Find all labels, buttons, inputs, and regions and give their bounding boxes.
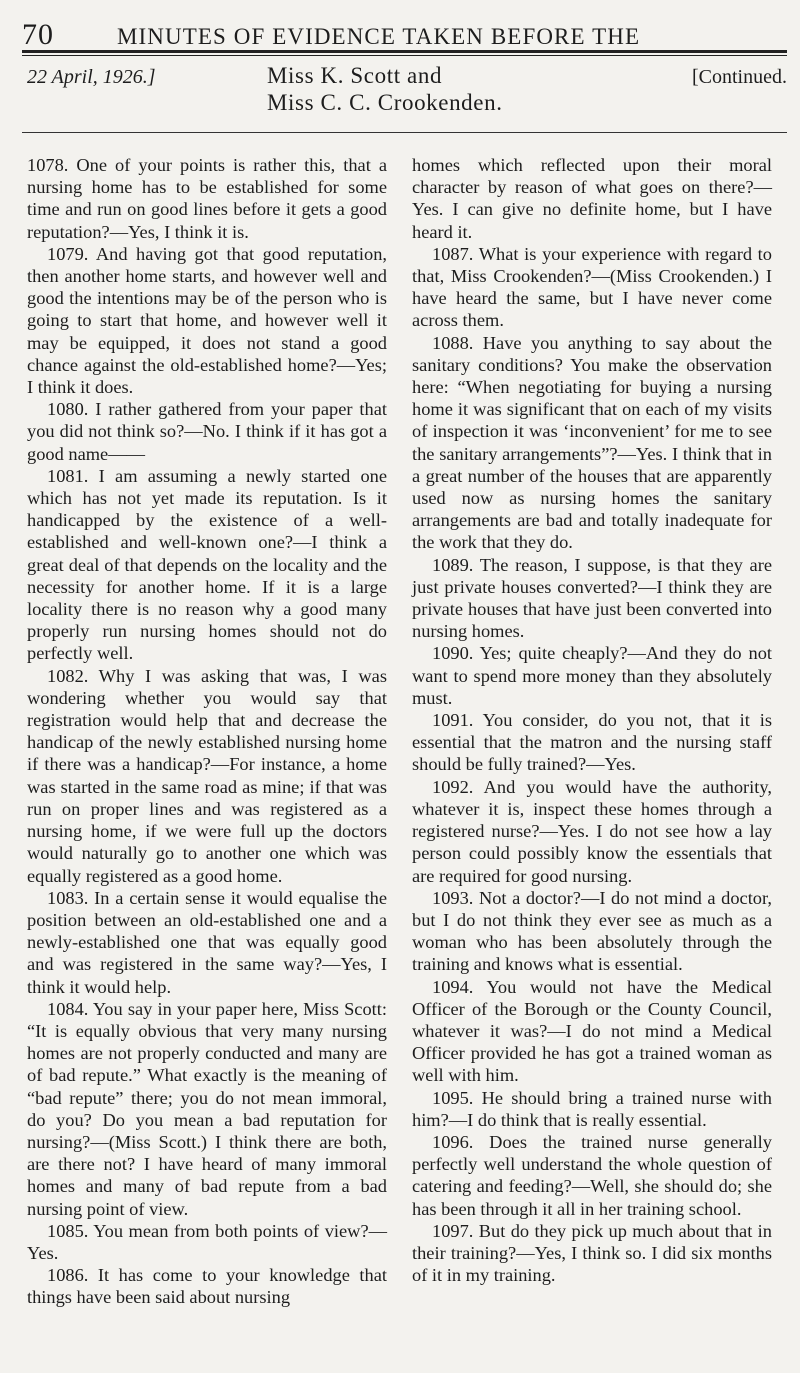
paragraph-1080: 1080. I rather gathered from your paper that you did not think so?—No. I think if it has got a good name—— <box>27 399 387 464</box>
paragraph-1097: 1097. But do they pick up much about that in their training?—Yes, I think so. I did six months of it in my training. <box>412 1220 772 1286</box>
witness-line-2: Miss C. C. Crookenden. <box>267 90 503 115</box>
paragraph-1087: 1087. What is your experience with regard to that, Miss Crookenden?—(Miss Crookenden.) I have heard the same, but I have never come across them. <box>412 243 772 331</box>
paragraph-1079: 1079. And having got that good reputation, then another home starts, and however well and good the intentions may be of the person who is going to start that home, and however well it may be equipped, it does not stand a good chance against the old-established home?—Yes; I think it does. <box>27 243 387 398</box>
paragraph-1088: 1088. Have you anything to say about the sanitary conditions? You make the observation here: “When negotiating for buying a nursing home it was significant that on each of my visits of inspection it was ‘inconvenient’ for me to see the sanitary arrangements”?—Yes. I think that in a great number of the houses that are apparently used now as nursing homes the sanitary arrangements are bad and totally inadequate for the work that they do. <box>412 332 772 553</box>
right-column <box>412 154 772 1286</box>
paragraph-1089: 1089. The reason, I suppose, is that they are just private houses converted?—I think they are private houses that have just been converted into nursing homes. <box>412 554 772 642</box>
paragraph-1096: 1096. Does the trained nurse generally perfectly well understand the whole question of catering and feeding?—Well, she should do; she has been through it all in her training school. <box>412 1131 772 1219</box>
witness-names <box>267 62 503 116</box>
paragraph-1094: 1094. You would not have the Medical Officer of the Borough or the County Council, whatever it was?—I do not mind a Medical Officer provided he has got a trained woman as well with him. <box>412 976 772 1086</box>
paragraph-1082: 1082. Why I was asking that was, I was wondering whether you would say that registration would help that and decrease the handicap of the newly established nursing home if there was a handicap?—For instance, a home was started in the same road as mine; if that was run on proper lines and was registered as a nursing home, if we were full up the doctors would naturally go to another one which was equally registered as a good home. <box>27 665 387 886</box>
header-rule <box>22 50 787 56</box>
running-head: MINUTES OF EVIDENCE TAKEN BEFORE THE <box>117 24 641 49</box>
subhead-rule <box>22 132 787 133</box>
paragraph-1091: 1091. You consider, do you not, that it is essential that the matron and the nursing staff should be fully trained?—Yes. <box>412 710 772 775</box>
paragraph-1092: 1092. And you would have the authority, whatever it is, inspect these homes through a registered nurse?—Yes. I do not see how a lay person could possibly know the essentials that are required for good nursing. <box>412 776 772 886</box>
paragraph-1086-cont: homes which reflected upon their moral character by reason of what goes on there?—Yes. I can give no definite home, but I have heard it. <box>412 155 772 242</box>
continued-label: [Continued. <box>692 66 787 88</box>
left-column <box>27 154 387 1309</box>
witness-line-1: Miss K. Scott and <box>267 63 443 88</box>
paragraph-1083: 1083. In a certain sense it would equalise the position between an old-established one and a newly-established one that was equally good and was registered in the same way?—Yes, I think it would help. <box>27 887 387 997</box>
paragraph-1085: 1085. You mean from both points of view?—Yes. <box>27 1220 387 1263</box>
paragraph-1095: 1095. He should bring a trained nurse with him?—I do think that is really essential. <box>412 1087 772 1130</box>
paragraph-1086: 1086. It has come to your knowledge that things have been said about nursing <box>27 1265 387 1308</box>
paragraph-1081: 1081. I am assuming a newly started one which has not yet made its reputation. Is it handicapped by the existence of a well-established and well-known one?—I think a great deal of that depends on the locality and the necessity for another home. If it is a large locality there is no reason why a good many properly run nursing homes should not do perfectly well. <box>27 465 387 664</box>
paragraph-1093: 1093. Not a doctor?—I do not mind a doctor, but I do not think they ever see as much as a woman who has been absolutely through the training and knows what is essential. <box>412 887 772 975</box>
session-subhead <box>22 60 787 116</box>
session-date: 22 April, 1926.] <box>27 66 156 88</box>
page-header <box>22 18 787 52</box>
paragraph-1090: 1090. Yes; quite cheaply?—And they do not want to spend more money than they absolutely must. <box>412 643 772 708</box>
paragraph-1078: 1078. One of your points is rather this, that a nursing home has to be established for some time and run on good lines before it gets a good reputation?—Yes, I think it is. <box>27 155 387 242</box>
paragraph-1084: 1084. You say in your paper here, Miss Scott: “It is equally obvious that very many nursing homes are not properly conducted and many are of bad repute.” What exactly is the meaning of “bad repute” there; you do not mean immoral, do you? Do you mean a bad reputation for nursing?—(Miss Scott.) I think there are both, are there not? I have heard of many immoral homes and many of bad repute from a bad nursing point of view. <box>27 998 387 1219</box>
page-number: 70 <box>22 18 54 51</box>
